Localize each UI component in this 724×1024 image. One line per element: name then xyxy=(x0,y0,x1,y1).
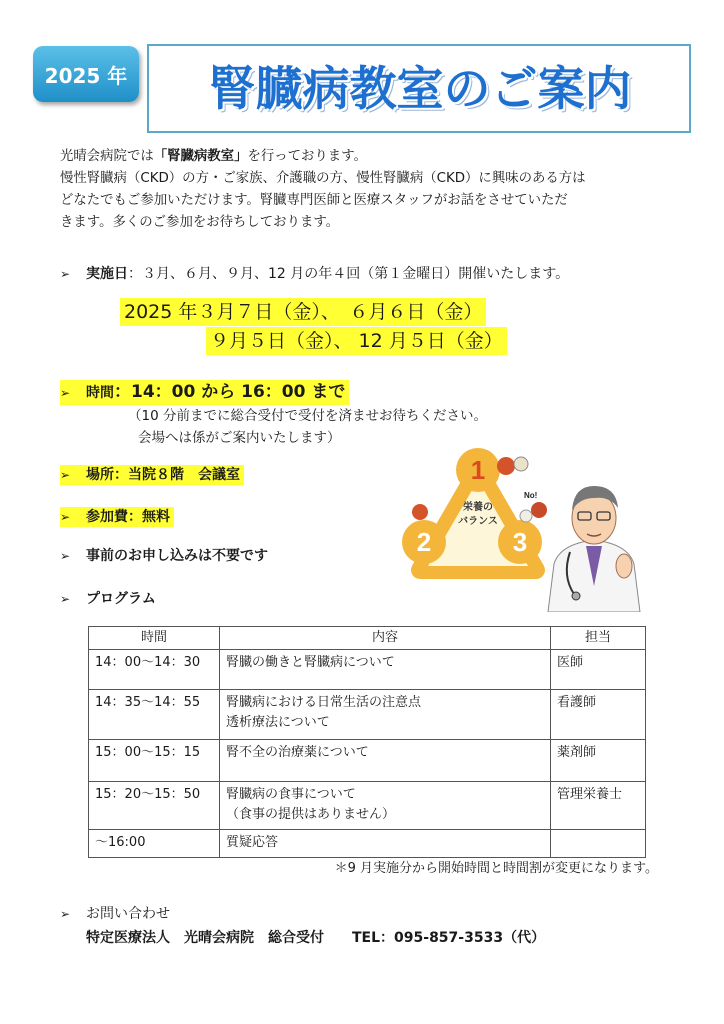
row-staff: 管理栄養士 xyxy=(551,782,646,830)
schedule-change-note: ＊9 月実施分から開始時間と時間割が変更になります。 xyxy=(334,861,658,876)
intro-program-name: 「腎臓病教室」 xyxy=(153,149,248,164)
place-value: ：当院８階 会議室 xyxy=(114,467,240,483)
row-content-line: 腎臓病の食事について xyxy=(226,787,356,802)
no-label: No! xyxy=(524,491,538,500)
place-label: 場所 xyxy=(86,467,114,483)
table-row xyxy=(89,740,646,782)
header-staff: 担当 xyxy=(551,627,646,650)
arrow-bullet-icon: ➢ xyxy=(60,549,71,563)
contact-section xyxy=(60,902,545,950)
contact-heading: お問い合わせ xyxy=(86,906,170,922)
intro-paragraph xyxy=(60,146,670,234)
row-time: 14：35～14：55 xyxy=(89,690,220,740)
arrow-bullet-icon: ➢ xyxy=(60,468,71,482)
dates-line1: 2025 年３月７日（金）、 ６月６日（金） xyxy=(120,298,486,326)
fee-label: 参加費 xyxy=(86,509,128,525)
row-time: ～16:00 xyxy=(89,830,220,858)
header-time: 時間 xyxy=(89,627,220,650)
balance-number-3: 3 xyxy=(512,527,528,557)
row-content-line: 透析療法について xyxy=(226,715,330,730)
row-content-line: （食事の提供はありません） xyxy=(226,807,396,822)
balance-number-2: 2 xyxy=(416,527,432,557)
row-content xyxy=(220,690,551,740)
schedule-item xyxy=(60,264,569,284)
place-item xyxy=(60,465,244,485)
schedule-text: ：３月、６月、９月、12 月の年４回（第１金曜日）開催いたします。 xyxy=(128,266,570,282)
row-content-line: 腎不全の治療薬について xyxy=(226,745,369,760)
arrow-bullet-icon: ➢ xyxy=(60,386,71,400)
table-row xyxy=(89,690,646,740)
row-time: 14：00～14：30 xyxy=(89,650,220,690)
row-content-line: 質疑応答 xyxy=(226,835,279,850)
row-content xyxy=(220,650,551,690)
row-time: 15：20～15：50 xyxy=(89,782,220,830)
intro-line2: 慢性腎臓病（CKD）の方・ご家族、介護職の方、慢性腎臓病（CKD）に興味のある方は xyxy=(60,171,586,186)
fee-value: ：無料 xyxy=(128,509,170,525)
registration-text: 事前のお申し込みは不要です xyxy=(86,548,268,564)
row-time: 15：00～15：15 xyxy=(89,740,220,782)
row-staff xyxy=(551,830,646,858)
row-content-line: 腎臓病における日常生活の注意点 xyxy=(226,695,422,710)
table-header-row xyxy=(89,627,646,650)
time-item xyxy=(60,380,349,405)
page-title: 腎臓病教室のご案内 xyxy=(208,62,632,117)
row-staff: 医師 xyxy=(551,650,646,690)
arrow-bullet-icon: ➢ xyxy=(60,267,71,281)
arrow-bullet-icon: ➢ xyxy=(60,907,71,921)
program-table xyxy=(88,626,646,858)
table-row xyxy=(89,782,646,830)
intro-line1-post: を行っております。 xyxy=(247,149,367,164)
header-content: 内容 xyxy=(220,627,551,650)
fee-item xyxy=(60,507,174,527)
table-row xyxy=(89,650,646,690)
intro-line4: きます。多くのご参加をお待ちしております。 xyxy=(60,215,340,230)
row-content xyxy=(220,740,551,782)
dates-line2: ９月５日（金）、 12 月５日（金） xyxy=(206,327,507,355)
row-staff: 薬剤師 xyxy=(551,740,646,782)
table-row xyxy=(89,830,646,858)
registration-item xyxy=(60,546,268,566)
time-note-line1: （10 分前までに総合受付で受付を済ませお待ちください。 xyxy=(128,408,487,424)
year-badge: 2025 年 xyxy=(33,46,139,102)
balance-center-label-2: バランス xyxy=(458,516,498,527)
time-label: 時間 xyxy=(86,385,114,401)
arrow-bullet-icon: ➢ xyxy=(60,592,71,606)
intro-line1-pre: 光晴会病院では xyxy=(60,149,154,164)
time-note xyxy=(128,405,487,449)
intro-line3: どなたでもご参加いただけます。腎臓専門医師と医療スタッフがお話をさせていただ xyxy=(60,193,568,208)
time-value: ：14：00 から 16：00 まで xyxy=(114,382,346,402)
balance-number-1: 1 xyxy=(470,455,486,485)
arrow-bullet-icon: ➢ xyxy=(60,510,71,524)
program-heading-item xyxy=(60,589,156,609)
nutrition-balance-illustration xyxy=(398,446,648,612)
doctor-icon xyxy=(548,486,640,612)
row-staff: 看護師 xyxy=(551,690,646,740)
row-content xyxy=(220,830,551,858)
row-content xyxy=(220,782,551,830)
time-note-line2: 会場へは係がご案内いたします） xyxy=(138,430,341,446)
schedule-label: 実施日 xyxy=(86,266,128,282)
program-heading: プログラム xyxy=(86,591,156,607)
balance-center-label-1: 栄養の xyxy=(463,502,493,513)
contact-detail: 特定医療法人 光晴会病院 総合受付 TEL：095-857-3533（代） xyxy=(86,930,546,946)
row-content-line: 腎臓の働きと腎臓病について xyxy=(226,655,395,670)
